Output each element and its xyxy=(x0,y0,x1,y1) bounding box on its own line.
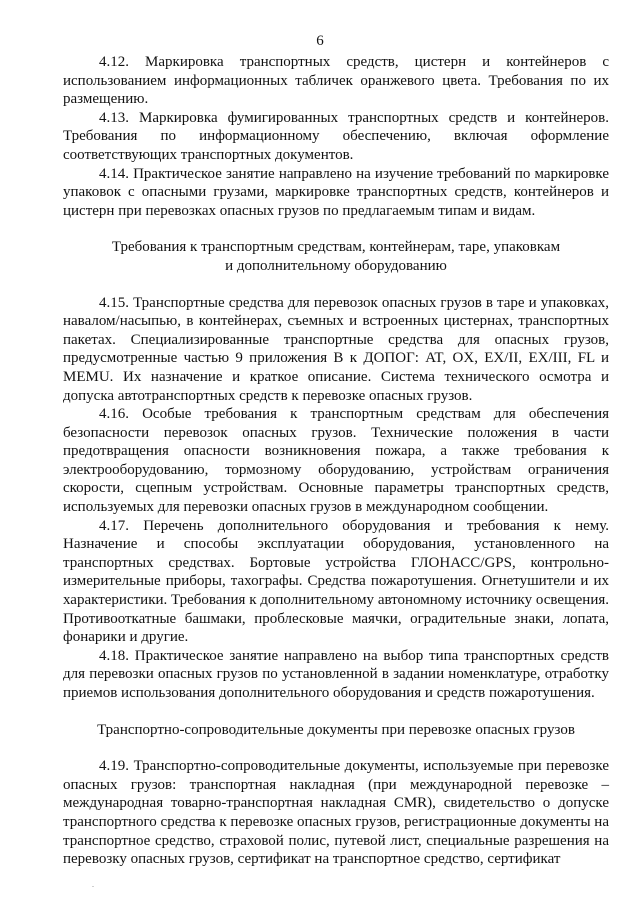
paragraph-4-18: 4.18. Практическое занятие направлено на выбор типа транспортных средств для перевозки опасных грузов по установленной в задании номенклатуре, отработку приемов использования дополнительного оборудования и средств пожаротушения. xyxy=(63,647,609,701)
section-heading-line: и дополнительному оборудованию xyxy=(225,257,447,274)
spacer xyxy=(63,220,609,238)
section-heading-line: Требования к транспортным средствам, контейнерам, таре, упаковкам xyxy=(111,239,561,256)
section-heading-line: Транспортно-сопроводительные документы при перевозке опасных грузов xyxy=(97,721,575,738)
section-heading-vehicle-requirements xyxy=(63,238,609,275)
document-body xyxy=(63,53,609,869)
paragraph-4-17: 4.17. Перечень дополнительного оборудования и требования к нему. Назначение и способы эксплуатации оборудования, установленного на транспортных средствах. Бортовые устройства ГЛОНАСС/GPS, контрольно-измерительные приборы, тахографы. Средства пожаротушения. Огнетушители и их характеристики. Требования к дополнительному автономному источнику освещения. Противооткатные башмаки, проблесковые маячки, оградительные знаки, лопата, фонарики и другие. xyxy=(63,517,609,646)
paragraph-4-19: 4.19. Транспортно-сопроводительные документы, используемые при перевозке опасных грузов: транспортная накладная (при международной перевозке – международная товарно-транспортная накладная CMR), свидетельство о допуске транспортного средства к перевозке опасных грузов, регистрационные документы на транспортное средство, страховой полис, путевой лист, специальные разрешения на перевозку опасных грузов, сертификат на транспортное средство, сертификат xyxy=(63,758,609,868)
paragraph-4-13: 4.13. Маркировка фумигированных транспортных средств и контейнеров. Требования по информационному обеспечению, включая оформление соответствующих транспортных документов. xyxy=(63,109,609,163)
spacer xyxy=(63,703,609,721)
paragraph-4-14: 4.14. Практическое занятие направлено на изучение требований по маркировке упаковок с опасными грузами, маркировке транспортных средств, контейнеров и цистерн при перевозках опасных грузов по предлагаемым типам и видам. xyxy=(63,165,609,219)
paragraph-4-12: 4.12. Маркировка транспортных средств, цистерн и контейнеров с использованием информационных табличек оранжевого цвета. Требования по их размещению. xyxy=(63,54,609,108)
spacer xyxy=(63,739,609,757)
scan-artifact xyxy=(92,886,94,887)
page-number: 6 xyxy=(316,33,324,49)
paragraph-4-15: 4.15. Транспортные средства для перевозок опасных грузов в таре и упаковках, навалом/насыпью, в контейнерах, съемных и встроенных цистернах, транспортных пакетах. Специализированные транспортные средства для опасных грузов, предусмотренные частью 9 приложения В к ДОПОГ: AT, OX, EX/II, EX/III, FL и MEMU. Их назначение и краткое описание. Система технического осмотра и допуска автотранспортных средств к перевозке опасных грузов. xyxy=(63,294,609,404)
paragraph-4-16: 4.16. Особые требования к транспортным средствам для обеспечения безопасности перевозок опасных грузов. Технические положения в части предотвращения опасности возникновения пожара, а также требования к электрооборудованию, тормозному оборудованию, устройствам ограничения скорости, сцепным устройствам. Основные параметры транспортных средств, используемых для перевозки опасных грузов в международном сообщении. xyxy=(63,406,609,516)
spacer xyxy=(63,276,609,294)
section-heading-transport-documents xyxy=(63,721,609,740)
